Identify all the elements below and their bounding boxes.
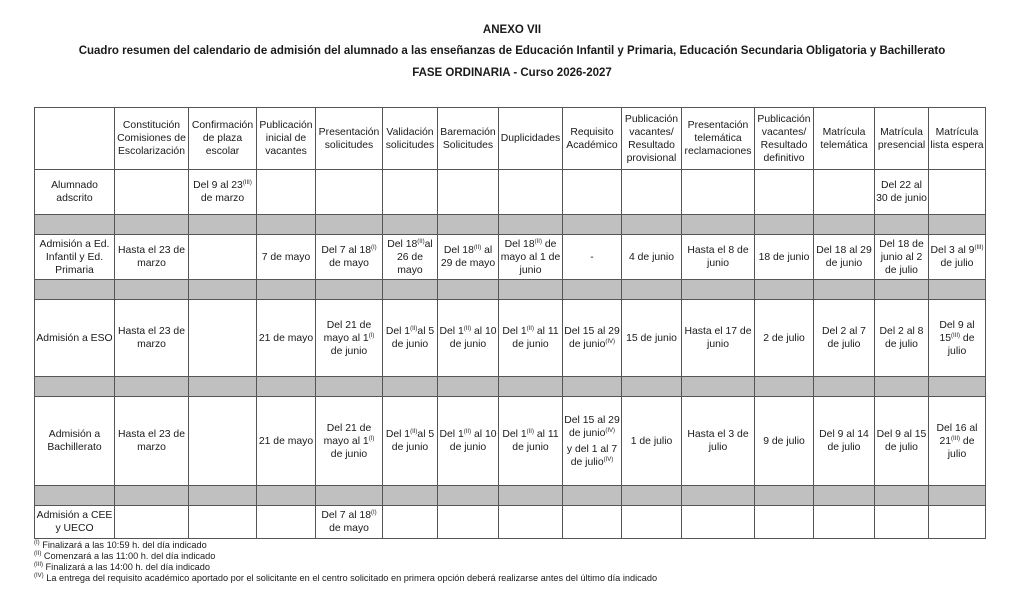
separator-cell [257,215,316,235]
cell-text: Del 18 [504,238,535,250]
table-cell [189,170,257,215]
cell-text: Del 1 [502,429,527,440]
separator-cell [563,280,622,300]
footnote-mark: (I) [368,332,375,339]
footnote-mark: (III) [242,180,252,186]
separator-cell [316,215,383,235]
cell-text: 2 de julio [763,332,805,344]
admission-calendar-table [34,107,986,539]
footnote-mark: (I) [371,245,377,251]
table-cell [383,235,438,280]
separator-cell [189,280,257,300]
footnote [34,573,657,584]
table-cell [257,397,316,486]
table-cell [563,235,622,280]
table-cell [257,506,316,539]
cell-text: 9 de julio [763,435,805,447]
footnote-mark: (II) [463,326,472,332]
table-cell [383,170,438,215]
table-cell [929,506,986,539]
column-header: Duplicidades [499,108,563,170]
separator-cell [622,486,682,506]
cell-text: de mayo [329,258,369,269]
row-label: Admisión a Bachillerato [35,397,115,486]
table-cell [682,235,755,280]
separator-cell [755,377,814,397]
cell-text: de marzo [200,193,245,204]
footnote-mark: (II) [34,551,42,557]
table-cell [115,300,189,377]
separator-cell [875,377,929,397]
separator-cell [929,280,986,300]
separator-cell [383,486,438,506]
footnote-mark: (III) [34,562,43,568]
cell-text: Del 9 al 15 [939,319,975,344]
table-cell [438,170,499,215]
cell-text: Del 1 [385,326,411,337]
separator-cell [563,215,622,235]
row-label: Admisión a CEE y UECO [35,506,115,539]
separator-cell [814,486,875,506]
table-cell [438,235,499,280]
column-header: Matrícula telemática [814,108,875,170]
separator-cell [383,215,438,235]
column-header: Confirmación de plaza escolar [189,108,257,170]
separator-cell [814,280,875,300]
cell-text: 7 de mayo [261,251,311,263]
header-row [35,108,986,170]
cell-text: Del 16 al 21 [936,422,978,447]
footnote-mark: (III) [951,435,961,442]
separator-cell [35,215,115,235]
column-header: Presentación solicitudes [316,108,383,170]
cell-text: Del 1 [502,326,527,337]
table-row [35,300,986,377]
table-cell [755,397,814,486]
separator-row [35,377,986,397]
table-cell [755,170,814,215]
separator-cell [622,215,682,235]
cell-text: Hasta el 17 de junio [684,326,752,350]
separator-cell [35,280,115,300]
separator-cell [316,280,383,300]
table-cell [499,235,563,280]
separator-cell [257,280,316,300]
cell-text: Del 22 al 30 de junio [876,180,927,204]
cell-text: Hasta el 3 de julio [687,429,749,453]
cell-text: al 11 de junio [512,429,559,453]
table-cell [682,397,755,486]
separator-cell [438,377,499,397]
table-cell [499,170,563,215]
table-cell [115,170,189,215]
separator-cell [189,486,257,506]
cell-text: al 10 de junio [449,326,497,350]
cell-text: Del 9 al 23 [193,180,243,191]
separator-cell [682,377,755,397]
footnotes [34,540,657,584]
separator-cell [875,486,929,506]
separator-cell [115,280,189,300]
separator-cell [438,215,499,235]
table-cell [316,235,383,280]
cell-text: de julio [940,258,974,269]
column-header: Matrícula presencial [875,108,929,170]
table-cell [383,506,438,539]
column-header: Validación solicitudes [383,108,438,170]
footnote-text: La entrega del requisito académico aportado por el solicitante en el centro solicitado en primera opción deberá realizarse antes del último día indicado [43,573,658,583]
table-cell [115,235,189,280]
cell-text: Del 2 al 7 de julio [822,326,866,350]
cell-text: Del 18 al 29 de junio [816,245,872,269]
separator-row [35,280,986,300]
column-header: Constitución Comisiones de Escolarización [115,108,189,170]
table-cell [682,506,755,539]
footnote-mark: (II) [473,245,482,251]
table-cell [622,300,682,377]
cell-text: Del 1 [439,326,464,337]
separator-cell [755,280,814,300]
separator-cell [438,280,499,300]
table-cell [875,397,929,486]
separator-cell [563,377,622,397]
table-cell [499,300,563,377]
separator-cell [383,280,438,300]
document-title: Cuadro resumen del calendario de admisión del alumnado a las enseñanzas de Educación Infantil y Primaria, Educación Secundaria Obligatoria y Bachillerato [78,45,946,57]
footnote-mark: (II) [534,238,542,245]
table-cell [755,235,814,280]
cell-text: Del 21 de mayo al 1 [323,319,372,344]
table-cell [622,235,682,280]
separator-cell [115,215,189,235]
table-cell [563,300,622,377]
cell-text: Del 9 al 14 de julio [819,429,869,453]
table-cell [383,397,438,486]
table-cell [189,235,257,280]
table-cell [814,235,875,280]
separator-cell [499,215,563,235]
separator-cell [682,215,755,235]
cell-text: al 29 de mayo [440,245,496,269]
cell-text: Del 18 [387,238,418,250]
cell-text: 1 de julio [630,435,673,447]
footnote-text: Comenzará a las 11:00 h. del día indicado [41,551,216,561]
footnote [34,551,657,562]
table-cell [814,300,875,377]
separator-cell [257,377,316,397]
cell-text: al 10 de junio [449,429,497,453]
table-row [35,170,986,215]
table-cell [622,506,682,539]
footnote-mark: (II) [526,326,534,332]
table-row [35,235,986,280]
cell-text: al 26 de mayo [396,238,433,276]
table-cell [438,397,499,486]
table-cell [563,397,622,486]
cell-text: Del 1 [439,429,464,440]
cell-text: Del 2 al 8 de julio [879,326,924,350]
table-cell [755,300,814,377]
footnote-mark: (IV) [605,427,616,434]
cell-text: Del 1 [385,429,411,440]
cell-text: y del 1 al 7 de julio [566,443,618,468]
cell-text: de junio [330,345,368,357]
phase-title: FASE ORDINARIA - Curso 2026-2027 [412,67,612,79]
separator-row [35,215,986,235]
separator-cell [755,215,814,235]
footnote-text: Finalizará a las 14:00 h. del día indicado [43,562,211,572]
table-cell [875,170,929,215]
table-cell [499,397,563,486]
cell-text: Del 18 [443,245,474,256]
separator-cell [875,280,929,300]
separator-cell [438,486,499,506]
cell-text: 21 de mayo [258,435,314,447]
separator-cell [499,377,563,397]
cell-text: de mayo al 1 de junio [500,238,561,276]
separator-cell [929,377,986,397]
column-header: Publicación vacantes/ Resultado definitivo [755,108,814,170]
table-cell [115,397,189,486]
separator-cell [189,377,257,397]
table-cell [814,397,875,486]
separator-cell [929,215,986,235]
cell-text: Del 7 al 18 [321,245,371,256]
separator-row [35,486,986,506]
cell-text: de mayo [329,523,369,534]
cell-text: Hasta el 23 de marzo [117,326,185,350]
table-row [35,397,986,486]
cell-text: de julio [947,332,975,357]
cell-text: Del 18 de junio al 2 de julio [879,238,924,276]
table-cell [257,300,316,377]
separator-cell [682,280,755,300]
footnote-mark: (II) [410,429,418,435]
cell-text: 18 de junio [758,251,810,263]
cell-text: Hasta el 8 de junio [687,245,749,269]
separator-cell [929,486,986,506]
column-header: Publicación inicial de vacantes [257,108,316,170]
separator-cell [35,486,115,506]
table-cell [189,397,257,486]
table-cell [316,170,383,215]
separator-cell [622,280,682,300]
separator-cell [563,486,622,506]
cell-extra [564,443,620,469]
table-cell [929,397,986,486]
row-label: Admisión a Ed. Infantil y Ed. Primaria [35,235,115,280]
table-cell [929,235,986,280]
column-header: Publicación vacantes/ Resultado provisional [622,108,682,170]
column-header: Requisito Académico [563,108,622,170]
separator-cell [755,486,814,506]
table-cell [563,506,622,539]
cell-text: Del 9 al 15 de julio [876,429,927,453]
footnote-mark: (I) [368,435,375,442]
table-cell [499,506,563,539]
separator-cell [875,215,929,235]
column-header: Presentación telemática reclamaciones [682,108,755,170]
footnote-mark: (IV) [603,456,614,463]
footnote-mark: (III) [974,245,984,251]
separator-cell [316,486,383,506]
footnote-mark: (II) [526,429,534,435]
table-cell [875,506,929,539]
cell-text: al 5 de junio [391,429,435,453]
table-cell [189,300,257,377]
separator-cell [257,486,316,506]
column-header [35,108,115,170]
table-cell [622,170,682,215]
footnote-mark: (II) [410,326,418,332]
cell-text: al 5 de junio [391,326,435,350]
table-cell [189,506,257,539]
table-cell [814,170,875,215]
table-cell [682,170,755,215]
cell-text: de julio [947,435,975,460]
column-header: Matrícula lista espera [929,108,986,170]
table-cell [875,300,929,377]
table-cell [316,397,383,486]
cell-text: 21 de mayo [258,332,314,344]
table-cell [563,170,622,215]
table-cell [115,506,189,539]
separator-cell [35,377,115,397]
table-cell [316,300,383,377]
separator-cell [383,377,438,397]
separator-cell [115,377,189,397]
table-cell [814,506,875,539]
cell-text: de junio [330,448,368,460]
cell-text: 4 de junio [628,251,675,263]
cell-text: Hasta el 23 de marzo [117,245,185,269]
footnote-mark: (II) [463,429,472,435]
table-cell [875,235,929,280]
separator-cell [316,377,383,397]
footnote-mark: (IV) [605,339,616,345]
row-label: Admisión a ESO [35,300,115,377]
footnote-mark: (I) [34,540,40,546]
cell-text: Del 21 de mayo al 1 [323,422,372,447]
table-cell [929,170,986,215]
cell-text: Hasta el 23 de marzo [117,429,185,453]
cell-text: Del 3 al 9 [930,245,975,256]
cell-text: Del 15 al 29 de junio [564,414,620,439]
cell-text: Del 7 al 18 [321,510,371,521]
separator-cell [682,486,755,506]
table-cell [257,170,316,215]
separator-cell [115,486,189,506]
footnote-mark: (I) [371,510,377,516]
table-cell [682,300,755,377]
footnote [34,562,657,573]
separator-cell [622,377,682,397]
table-cell [622,397,682,486]
separator-cell [499,280,563,300]
separator-cell [814,215,875,235]
table-cell [257,235,316,280]
table-cell [755,506,814,539]
cell-text: 15 de junio [626,332,677,344]
annex-title: ANEXO VII [482,24,542,36]
cell-text: al 11 de junio [512,326,559,350]
table-cell [316,506,383,539]
row-label: Alumnado adscrito [35,170,115,215]
footnote-mark: (II) [417,238,425,245]
cell-text: - [590,251,594,263]
cell-text: Del 15 al 29 de junio [564,326,620,350]
table-cell [438,300,499,377]
footnote [34,540,657,551]
separator-cell [189,215,257,235]
footnote-mark: (III) [951,332,961,339]
separator-cell [499,486,563,506]
table-row [35,506,986,539]
table-cell [929,300,986,377]
footnote-text: Finalizará a las 10:59 h. del día indicado [39,540,207,550]
table-cell [383,300,438,377]
footnote-mark: (IV) [34,573,44,579]
separator-cell [814,377,875,397]
table-cell [438,506,499,539]
column-header: Baremación Solicitudes [438,108,499,170]
